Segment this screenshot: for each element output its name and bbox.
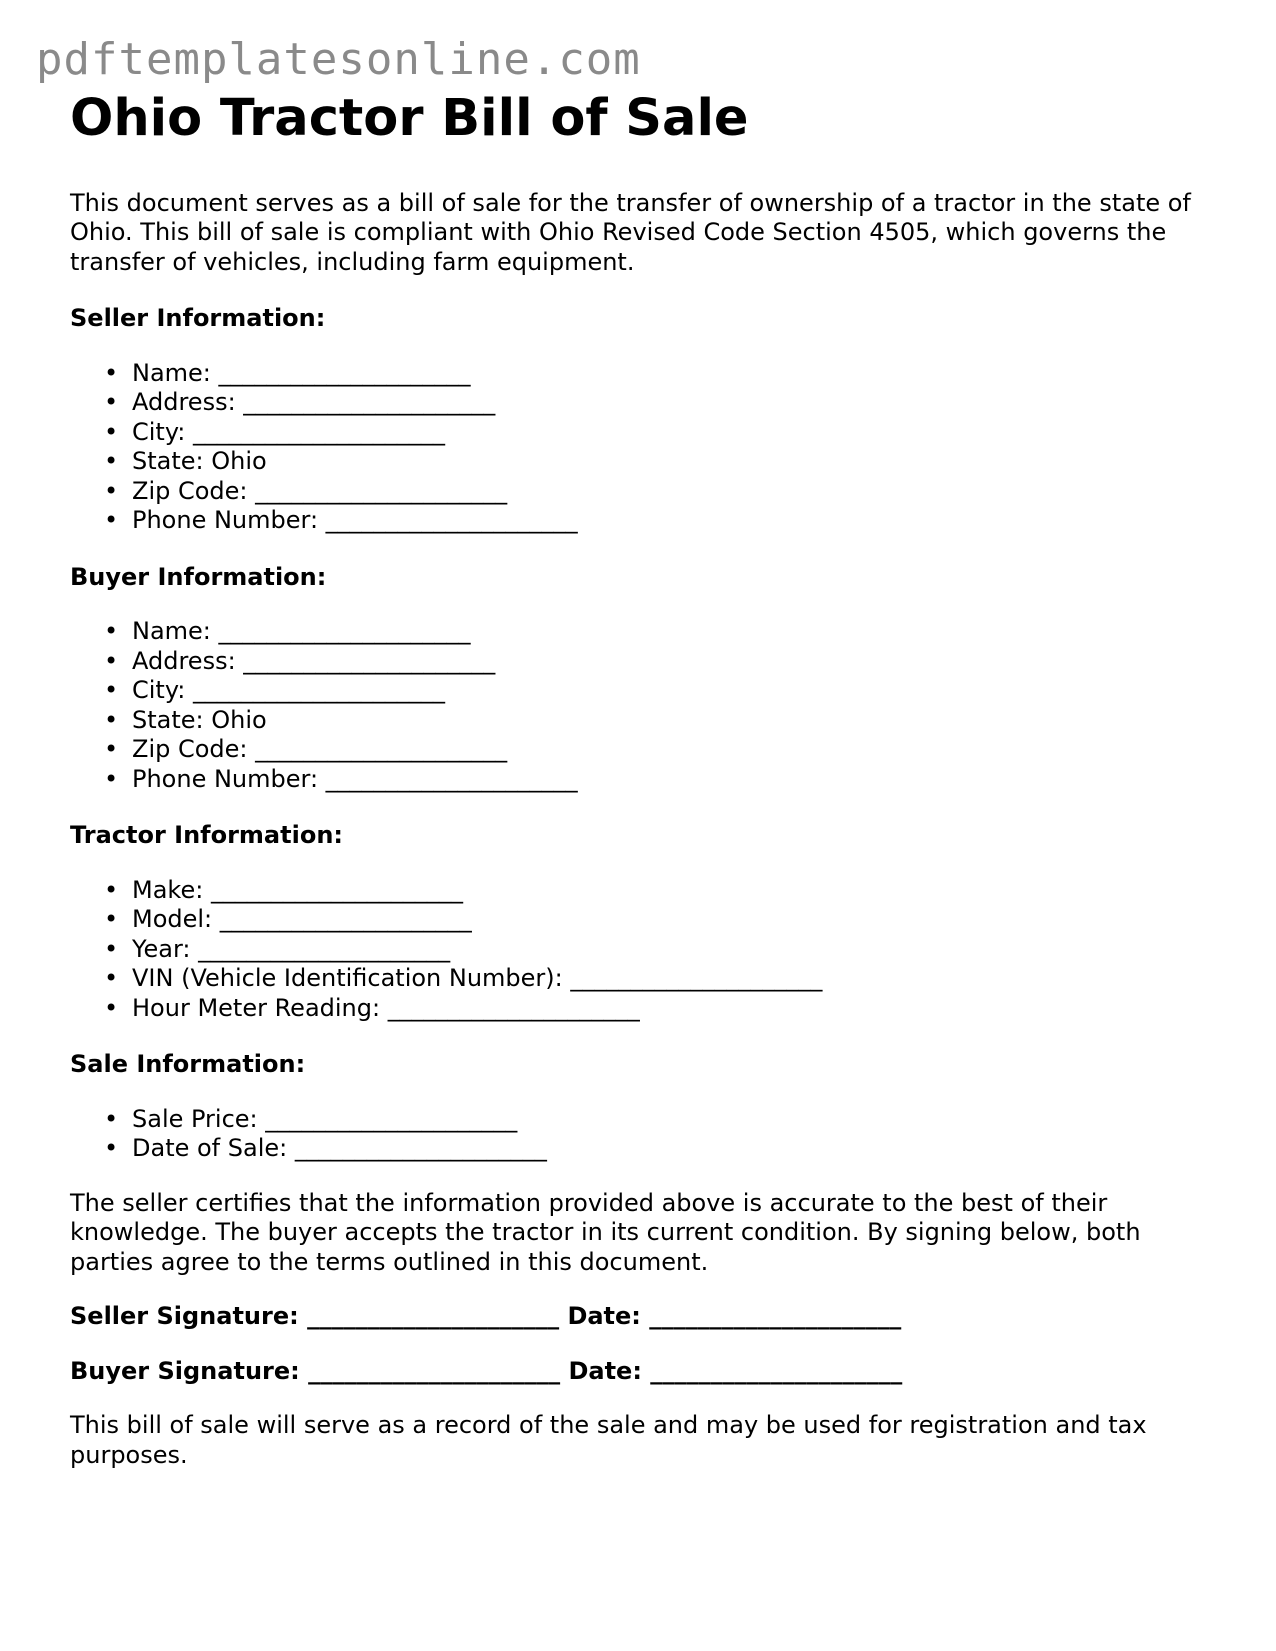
- buyer-city-field[interactable]: • City: _____________________: [132, 676, 1220, 706]
- seller-zip-field[interactable]: • Zip Code: _____________________: [132, 477, 1220, 507]
- tractor-model-field[interactable]: • Model: _____________________: [132, 905, 1220, 935]
- seller-address-field[interactable]: • Address: _____________________: [132, 388, 1220, 418]
- tractor-year-field[interactable]: • Year: _____________________: [132, 935, 1220, 965]
- sale-date-field[interactable]: • Date of Sale: _____________________: [132, 1134, 1220, 1164]
- closing-paragraph: This bill of sale will serve as a record of the sale and may be used for registration and tax purposes.: [70, 1411, 1147, 1469]
- page-title: Ohio Tractor Bill of Sale: [70, 89, 749, 148]
- buyer-signature-line[interactable]: Buyer Signature: _____________________ Date: _____________________: [70, 1356, 903, 1385]
- seller-name-field[interactable]: • Name: _____________________: [132, 359, 1220, 389]
- seller-phone-field[interactable]: • Phone Number: _____________________: [132, 506, 1220, 536]
- seller-signature-line[interactable]: Seller Signature: _____________________ Date: _____________________: [70, 1302, 902, 1331]
- seller-list: [70, 359, 1220, 536]
- seller-city-field[interactable]: • City: _____________________: [132, 418, 1220, 448]
- sale-heading: Sale Information:: [70, 1050, 306, 1079]
- watermark: pdftemplatesonline.com: [36, 34, 641, 85]
- buyer-name-field[interactable]: • Name: _____________________: [132, 617, 1220, 647]
- tractor-vin-field[interactable]: • VIN (Vehicle Identification Number): _____________________: [132, 964, 1220, 994]
- buyer-zip-field[interactable]: • Zip Code: _____________________: [132, 735, 1220, 765]
- document-body: [70, 90, 1220, 1470]
- buyer-heading: Buyer Information:: [70, 562, 327, 591]
- sale-list: [70, 1105, 1220, 1164]
- tractor-hour-meter-field[interactable]: • Hour Meter Reading: _____________________: [132, 994, 1220, 1024]
- buyer-state-field: • State: Ohio: [132, 706, 1220, 736]
- tractor-heading: Tractor Information:: [70, 821, 343, 850]
- certification-paragraph: The seller certifies that the information provided above is accurate to the best of their knowledge. The buyer accepts the tractor in its current condition. By signing below, both parties agree to the terms outlined in this document.: [70, 1188, 1141, 1276]
- sale-price-field[interactable]: • Sale Price: _____________________: [132, 1105, 1220, 1135]
- buyer-address-field[interactable]: • Address: _____________________: [132, 647, 1220, 677]
- buyer-list: [70, 617, 1220, 794]
- intro-paragraph: This document serves as a bill of sale for the transfer of ownership of a tractor in the state of Ohio. This bill of sale is compliant with Ohio Revised Code Section 4505, which governs the transfer of vehicles, including farm equipment.: [70, 188, 1191, 276]
- tractor-list: [70, 876, 1220, 1024]
- tractor-make-field[interactable]: • Make: _____________________: [132, 876, 1220, 906]
- buyer-phone-field[interactable]: • Phone Number: _____________________: [132, 765, 1220, 795]
- seller-state-field: • State: Ohio: [132, 447, 1220, 477]
- seller-heading: Seller Information:: [70, 304, 326, 333]
